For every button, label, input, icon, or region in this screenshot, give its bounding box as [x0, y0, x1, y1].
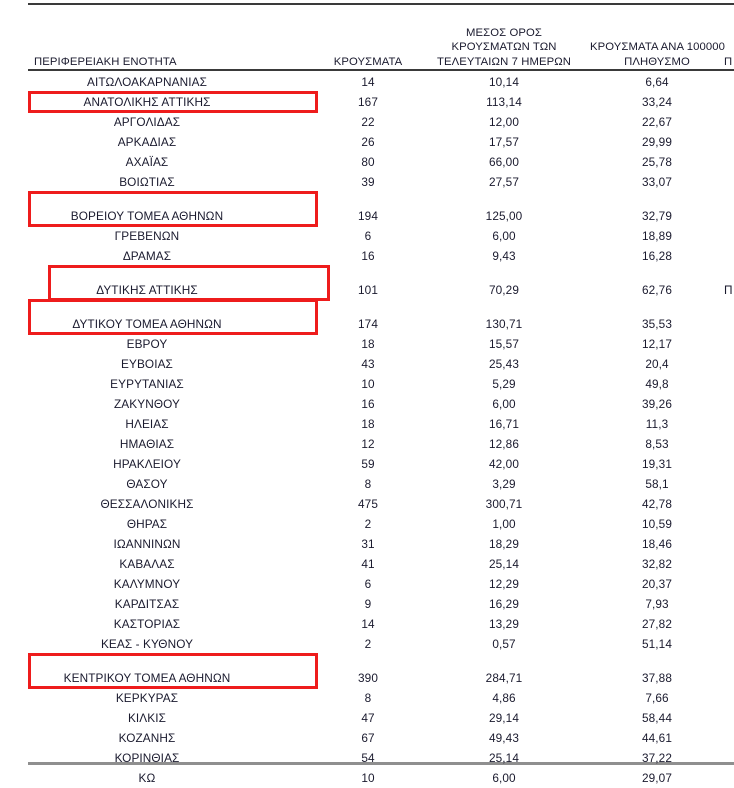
table-row[interactable]: [0, 688, 734, 708]
weekly-average-cell: 130,71: [485, 316, 523, 331]
rate-per-100000-cell: 16,28: [641, 248, 673, 263]
weekly-average-cell: 27,57: [488, 174, 520, 189]
cutoff-cell: [724, 474, 734, 494]
cutoff-cell: [724, 594, 734, 614]
table-row[interactable]: [0, 394, 734, 414]
region-name-cell: ΑΡΚΑΔΙΑΣ: [117, 134, 177, 149]
cases-cell: 18: [361, 336, 375, 351]
cases-cell: 6: [364, 576, 372, 591]
region-name-cell: ΚΟΡΙΝΘΙΑΣ: [114, 750, 180, 765]
region-name-cell: ΔΥΤΙΚΗΣ ΑΤΤΙΚΗΣ: [96, 282, 198, 297]
column-header-rate-line1: ΚΡΟΥΣΜΑΤΑ ΑΝΑ 100000: [590, 41, 726, 53]
rate-per-100000-cell: 33,07: [641, 174, 673, 189]
weekly-average-cell: 284,71: [485, 670, 523, 685]
cutoff-cell: [724, 494, 734, 514]
region-name-cell: ΒΟΙΩΤΙΑΣ: [119, 174, 175, 189]
spacer-row: [0, 192, 734, 206]
spacer-cell: [0, 266, 734, 280]
cases-cell: 80: [361, 154, 375, 169]
weekly-average-cell: 113,14: [486, 94, 522, 109]
column-header-weekly-average: [418, 0, 590, 72]
cases-cell: 14: [361, 616, 375, 631]
cases-cell: 174: [358, 316, 378, 331]
region-name-cell: ΗΜΑΘΙΑΣ: [119, 436, 175, 451]
cutoff-cell: [724, 614, 734, 634]
rate-per-100000-cell: 58,1: [645, 476, 669, 491]
weekly-average-cell: 25,43: [488, 356, 520, 371]
rate-per-100000-cell: 32,82: [641, 556, 673, 571]
weekly-average-cell: 70,29: [488, 282, 520, 297]
cutoff-cell: [724, 92, 734, 112]
table-row[interactable]: [0, 554, 734, 574]
rate-per-100000-cell: 6,64: [645, 74, 669, 89]
cases-cell: 47: [361, 710, 375, 725]
rate-per-100000-cell: 39,26: [641, 396, 673, 411]
cases-cell: 6: [364, 228, 372, 243]
spacer-cell: [0, 654, 734, 668]
cases-cell: 43: [361, 356, 375, 371]
weekly-average-cell: 5,29: [492, 376, 516, 391]
region-name-cell: ΘΗΡΑΣ: [126, 516, 168, 531]
table-row[interactable]: [0, 206, 734, 226]
weekly-average-cell: 42,00: [488, 456, 520, 471]
rate-per-100000-cell: 8,53: [645, 436, 669, 451]
rate-per-100000-cell: 33,24: [641, 94, 673, 109]
rate-per-100000-cell: 10,59: [641, 516, 673, 531]
cutoff-cell: [724, 314, 734, 334]
cutoff-cell: [724, 554, 734, 574]
rate-per-100000-cell: 7,66: [645, 690, 669, 705]
table-row[interactable]: [0, 92, 734, 112]
rate-per-100000-cell: 22,67: [641, 114, 673, 129]
region-name-cell: ΚΩ: [138, 770, 156, 785]
cutoff-cell: [724, 334, 734, 354]
cutoff-cell: [724, 748, 734, 768]
region-name-cell: ΕΒΡΟΥ: [126, 336, 168, 351]
region-name-cell: ΑΡΓΟΛΙΔΑΣ: [113, 114, 181, 129]
rate-per-100000-cell: 25,78: [641, 154, 673, 169]
table-row[interactable]: [0, 132, 734, 152]
table-row[interactable]: [0, 226, 734, 246]
weekly-average-cell: 300,71: [485, 496, 523, 511]
cutoff-cell: [724, 152, 734, 172]
cases-cell: 2: [364, 516, 372, 531]
table-row[interactable]: [0, 152, 734, 172]
region-name-cell: ΑΝΑΤΟΛΙΚΗΣ ΑΤΤΙΚΗΣ: [83, 94, 211, 109]
cutoff-cell: [724, 434, 734, 454]
cutoff-cell: Π: [724, 282, 733, 297]
weekly-average-cell: 66,00: [488, 154, 520, 169]
table-row[interactable]: [0, 494, 734, 514]
weekly-average-cell: 12,00: [488, 114, 520, 129]
cases-cell: 2: [364, 636, 372, 651]
region-name-cell: ΓΡΕΒΕΝΩΝ: [114, 228, 180, 243]
column-header-rate-per-100000: [590, 0, 724, 72]
cutoff-cell: [724, 708, 734, 728]
column-header-weekly-average-line1: ΜΕΣΟΣ ΟΡΟΣ: [466, 26, 542, 39]
cutoff-cell: [724, 688, 734, 708]
cutoff-cell: [724, 226, 734, 246]
rate-per-100000-cell: 27,82: [641, 616, 673, 631]
column-header-region: ΠΕΡΙΦΕΡΕΙΑΚΗ ΕΝΟΤΗΤΑ: [34, 55, 177, 68]
rate-per-100000-cell: 29,99: [641, 134, 673, 149]
region-name-cell: ΚΙΛΚΙΣ: [127, 710, 167, 725]
table-row[interactable]: [0, 334, 734, 354]
cases-cell: 167: [358, 94, 378, 109]
cutoff-cell: [724, 374, 734, 394]
weekly-average-cell: 6,00: [492, 228, 516, 243]
rate-per-100000-cell: 44,61: [641, 730, 673, 745]
spacer-cell: [0, 300, 734, 314]
column-header-weekly-average-line3: ΤΕΛΕΥΤΑΙΩΝ 7 ΗΜΕΡΩΝ: [436, 55, 572, 68]
cases-cell: 67: [361, 730, 375, 745]
rate-per-100000-cell: 19,31: [641, 456, 673, 471]
region-name-cell: ΘΕΣΣΑΛΟΝΙΚΗΣ: [100, 496, 194, 511]
table-row[interactable]: [0, 708, 734, 728]
region-name-cell: ΗΛΕΙΑΣ: [125, 416, 169, 431]
cases-cell: 10: [361, 376, 375, 391]
rate-per-100000-cell: 7,93: [645, 596, 669, 611]
table-row[interactable]: [0, 314, 734, 334]
cases-cell: 26: [361, 134, 375, 149]
weekly-average-cell: 6,00: [492, 396, 516, 411]
cases-cell: 475: [358, 496, 378, 511]
cutoff-cell: [724, 414, 734, 434]
region-name-cell: ΚΑΒΑΛΑΣ: [119, 556, 175, 571]
table-body: [0, 72, 734, 788]
weekly-average-cell: 10,14: [488, 74, 520, 89]
weekly-average-cell: 1,00: [492, 516, 516, 531]
rate-per-100000-cell: 29,07: [641, 770, 673, 785]
table-row[interactable]: [0, 634, 734, 654]
region-name-cell: ΑΧΑΪΑΣ: [125, 154, 169, 169]
weekly-average-cell: 9,43: [492, 248, 516, 263]
weekly-average-cell: 25,14: [488, 750, 520, 765]
table-row[interactable]: [0, 668, 734, 688]
table-row[interactable]: [0, 374, 734, 394]
table-row[interactable]: [0, 574, 734, 594]
table-row[interactable]: [0, 614, 734, 634]
column-header-rate-line2: ΠΛΗΘΥΣΜΟ: [624, 55, 690, 68]
cutoff-cell: [724, 172, 734, 192]
weekly-average-cell: 29,14: [488, 710, 520, 725]
cutoff-cell: [724, 454, 734, 474]
spacer-row: [0, 654, 734, 668]
table-row[interactable]: [0, 768, 734, 788]
rate-per-100000-cell: 11,3: [645, 416, 669, 431]
rate-per-100000-cell: 18,46: [641, 536, 673, 551]
cases-cell: 18: [361, 416, 375, 431]
region-name-cell: ΚΑΣΤΟΡΙΑΣ: [113, 616, 181, 631]
cases-cell: 10: [361, 770, 375, 785]
weekly-average-cell: 3,29: [492, 476, 516, 491]
weekly-average-cell: 17,57: [488, 134, 520, 149]
rate-per-100000-cell: 20,37: [641, 576, 673, 591]
cases-cell: 41: [361, 556, 375, 571]
rate-per-100000-cell: 42,78: [641, 496, 673, 511]
table-header: [0, 0, 734, 72]
spacer-row: [0, 266, 734, 280]
weekly-average-cell: 0,57: [492, 636, 516, 651]
table-row[interactable]: [0, 474, 734, 494]
region-name-cell: ΚΑΡΔΙΤΣΑΣ: [114, 596, 180, 611]
weekly-average-cell: 13,29: [488, 616, 520, 631]
cutoff-cell: [724, 112, 734, 132]
rate-per-100000-cell: 62,76: [641, 282, 673, 297]
cases-cell: 8: [364, 690, 372, 705]
cutoff-cell: [724, 206, 734, 226]
table-row[interactable]: [0, 280, 734, 300]
table-row[interactable]: [0, 514, 734, 534]
region-name-cell: ΕΥΒΟΙΑΣ: [121, 356, 173, 371]
table-row[interactable]: [0, 172, 734, 192]
region-name-cell: ΙΩΑΝΝΙΝΩΝ: [113, 536, 181, 551]
region-name-cell: ΚΑΛΥΜΝΟΥ: [113, 576, 181, 591]
region-name-cell: ΑΙΤΩΛΟΑΚΑΡΝΑΝΙΑΣ: [87, 74, 207, 89]
region-name-cell: ΕΥΡΥΤΑΝΙΑΣ: [110, 376, 184, 391]
weekly-average-cell: 16,29: [488, 596, 520, 611]
column-header-weekly-average-line2: ΚΡΟΥΣΜΑΤΩΝ ΤΩΝ: [451, 41, 557, 53]
spacer-cell: [0, 192, 734, 206]
cases-cell: 54: [361, 750, 375, 765]
table-row[interactable]: [0, 534, 734, 554]
cases-cell: 22: [361, 114, 375, 129]
table-row[interactable]: [0, 594, 734, 614]
cutoff-cell: [724, 574, 734, 594]
cases-cell: 390: [358, 670, 378, 685]
rate-per-100000-cell: 12,17: [641, 336, 673, 351]
weekly-average-cell: 18,29: [488, 536, 520, 551]
table-row[interactable]: [0, 246, 734, 266]
table-row[interactable]: [0, 748, 734, 768]
cutoff-cell: [724, 634, 734, 654]
weekly-average-cell: 125,00: [485, 208, 523, 223]
cases-cell: 194: [358, 208, 378, 223]
cutoff-cell: [724, 534, 734, 554]
cutoff-cell: [724, 514, 734, 534]
weekly-average-cell: 49,43: [488, 730, 520, 745]
cutoff-cell: [724, 668, 734, 688]
rate-per-100000-cell: 37,22: [641, 750, 673, 765]
table-row[interactable]: [0, 72, 734, 92]
weekly-average-cell: 12,86: [488, 436, 520, 451]
table-row[interactable]: [0, 414, 734, 434]
cutoff-cell: [724, 246, 734, 266]
rate-per-100000-cell: 37,88: [641, 670, 673, 685]
header-row: [0, 0, 734, 72]
region-name-cell: ΔΥΤΙΚΟΥ ΤΟΜΕΑ ΑΘΗΝΩΝ: [72, 316, 222, 331]
table-row[interactable]: [0, 354, 734, 374]
rate-per-100000-cell: 51,14: [641, 636, 673, 651]
cases-cell: 39: [361, 174, 375, 189]
region-name-cell: ΔΡΑΜΑΣ: [122, 248, 172, 263]
cases-cell: 31: [361, 536, 375, 551]
cases-cell: 12: [361, 436, 375, 451]
region-name-cell: ΒΟΡΕΙΟΥ ΤΟΜΕΑ ΑΘΗΝΩΝ: [70, 208, 224, 223]
cutoff-cell: [724, 354, 734, 374]
cases-cell: 16: [361, 248, 375, 263]
region-name-cell: ΖΑΚΥΝΘΟΥ: [114, 396, 180, 411]
cases-cell: 101: [358, 282, 378, 297]
weekly-average-cell: 25,14: [488, 556, 520, 571]
table-row[interactable]: [0, 112, 734, 132]
rate-per-100000-cell: 18,89: [641, 228, 673, 243]
rate-per-100000-cell: 35,53: [641, 316, 673, 331]
cases-cell: 16: [361, 396, 375, 411]
cutoff-cell: [724, 394, 734, 414]
column-header-cutoff: Π: [724, 55, 733, 68]
cases-cell: 8: [364, 476, 372, 491]
cutoff-cell: [724, 132, 734, 152]
spacer-row: [0, 300, 734, 314]
table-row[interactable]: [0, 728, 734, 748]
region-name-cell: ΗΡΑΚΛΕΙΟΥ: [113, 456, 181, 471]
weekly-average-cell: 16,71: [488, 416, 520, 431]
cases-cell: 14: [361, 74, 375, 89]
region-name-cell: ΚΕΡΚΥΡΑΣ: [115, 690, 179, 705]
region-name-cell: ΚΕΑΣ - ΚΥΘΝΟΥ: [100, 636, 194, 651]
rate-per-100000-cell: 58,44: [641, 710, 673, 725]
rate-per-100000-cell: 20,4: [645, 356, 669, 371]
weekly-average-cell: 12,29: [488, 576, 520, 591]
cases-cell: 9: [364, 596, 372, 611]
cutoff-cell: [724, 768, 734, 788]
cases-cell: 59: [361, 456, 375, 471]
rate-per-100000-cell: 49,8: [645, 376, 669, 391]
table-row[interactable]: [0, 454, 734, 474]
table-row[interactable]: [0, 434, 734, 454]
cutoff-cell: [724, 728, 734, 748]
column-header-cases: ΚΡΟΥΣΜΑΤΑ: [333, 55, 403, 68]
region-name-cell: ΚΕΝΤΡΙΚΟΥ ΤΟΜΕΑ ΑΘΗΝΩΝ: [63, 670, 231, 685]
cutoff-cell: [724, 72, 734, 92]
weekly-average-cell: 4,86: [492, 690, 516, 705]
weekly-average-cell: 15,57: [488, 336, 520, 351]
region-name-cell: ΘΑΣΟΥ: [126, 476, 168, 491]
weekly-average-cell: 6,00: [492, 770, 516, 785]
rate-per-100000-cell: 32,79: [641, 208, 673, 223]
region-name-cell: ΚΟΖΑΝΗΣ: [118, 730, 176, 745]
